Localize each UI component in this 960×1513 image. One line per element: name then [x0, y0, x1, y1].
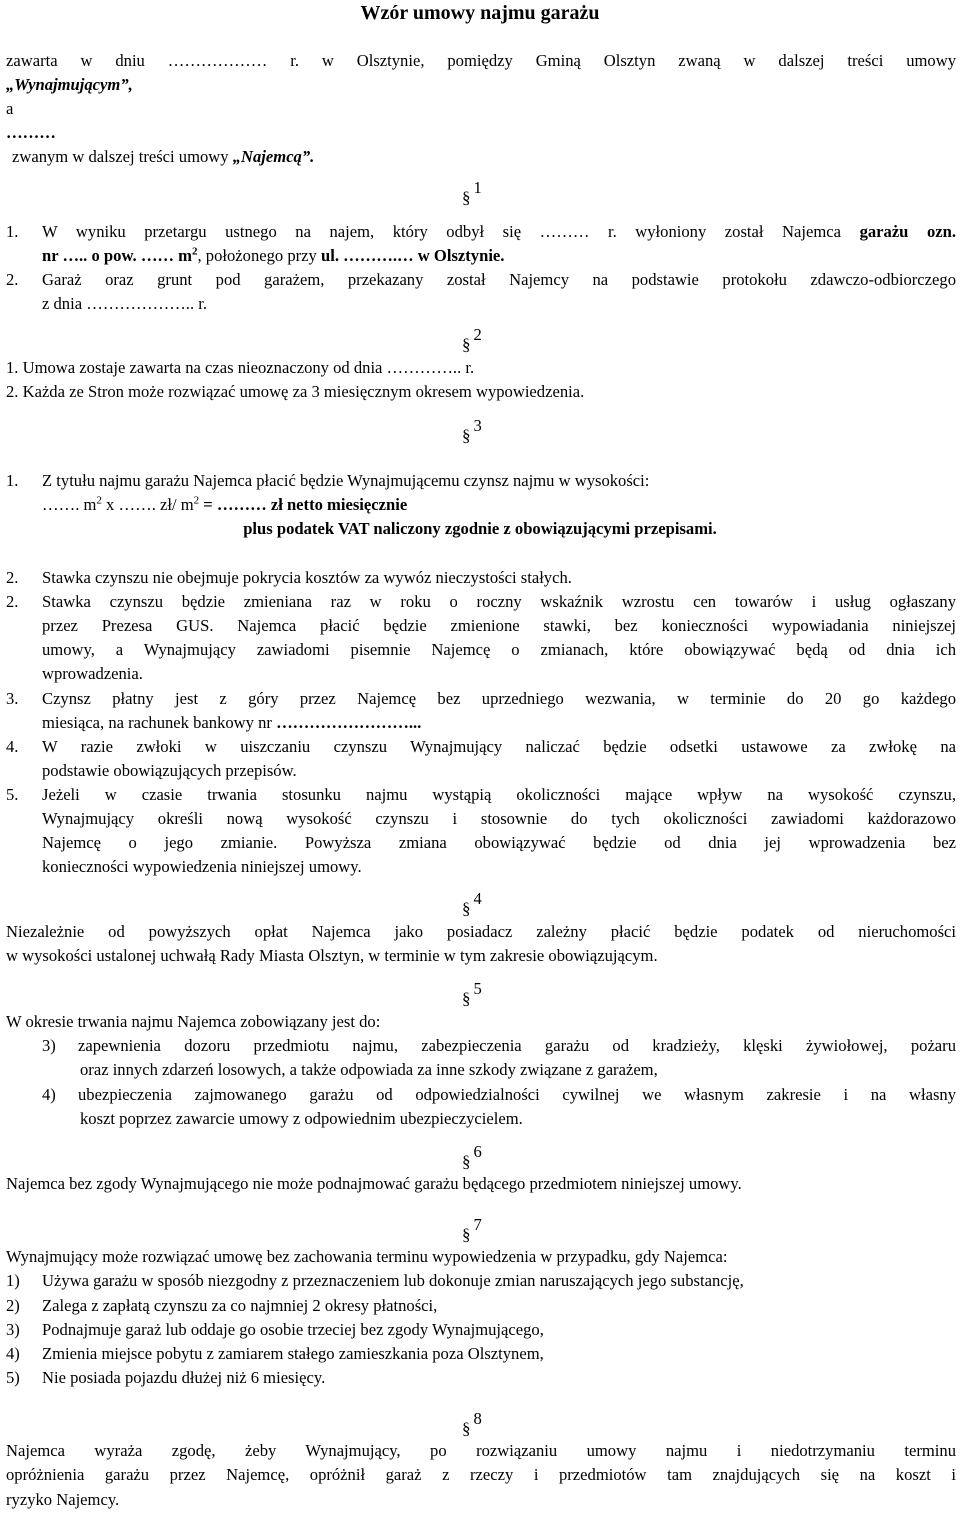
par7-list-item: 3) Podnajmuje garaż lub oddaje go osobie trzeciej bez zgody Wynajmującego, — [6, 1320, 544, 1339]
par1-item-1: 1. W wyniku przetargu ustnego na najem, który odbył się ……… r. wyłoniony został Najemca garażu ozn. — [6, 222, 956, 241]
par3-item-1: 1. Z tytułu najmu garażu Najemca płacić będzie Wynajmującemu czynsz najmu w wysokości: — [6, 471, 650, 490]
par3-item-6-cont: konieczności wypowiedzenia niniejszej umowy. — [42, 857, 362, 876]
par4-line: Niezależnie od powyższych opłat Najemca jako posiadacz zależny płacić będzie podatek od nieruchomości — [6, 922, 956, 941]
par4-line: w wysokości ustalonej uchwałą Rady Miasta Olsztyn, w terminie w tym zakresie obowiązującym. — [6, 946, 658, 965]
par3-item-6-cont: Wynajmujący określi nową wysokość czynszu i stosownie do tych okoliczności zawiadomi każdorazowo — [42, 809, 956, 828]
section-heading-5: §5 — [462, 979, 482, 1008]
par3-item-2: 2. Stawka czynszu nie obejmuje pokrycia kosztów za wywóz nieczystości stałych. — [6, 568, 572, 587]
par1-item-2: 2. Garaż oraz grunt pod garażem, przekazany został Najemcy na podstawie protokołu zdawczo-odbiorczego — [6, 270, 956, 289]
intro-tenant-blank: ……… — [6, 123, 56, 142]
intro-line: zawarta w dniu ……………… r. w Olsztynie, pomiędzy Gminą Olsztyn zwaną w dalszej treści umowy — [6, 51, 956, 70]
par3-rate-line: ……. $m^2$ x ……. zł/ $m^2$ = ……… zł netto miesięcznie — [42, 494, 408, 514]
par3-item-4: 3. Czynsz płatny jest z góry przez Najemcę bez uprzedniego wezwania, w terminie do 20 go każdego — [6, 689, 956, 708]
par3-item-6: 5. Jeżeli w czasie trwania stosunku najmu wystąpią okoliczności mające wpływ na wysokość czynszu, — [6, 785, 956, 804]
par5-item-3: 3) zapewnienia dozoru przedmiotu najmu, zabezpieczenia garażu od kradzieży, klęski żywiołowej, pożaru — [42, 1036, 956, 1055]
section-heading-4: §4 — [462, 889, 482, 918]
par3-item-3-cont: umowy, a Wynajmujący zawiadomi pisemnie Najemcę o zmianach, które obowiązywać będą od dnia ich — [42, 640, 956, 659]
intro-tenant: zwanym w dalszej treści umowy „Najemcą”. — [12, 147, 315, 166]
par5-item-4-cont: koszt poprzez zawarcie umowy z odpowiednim ubezpieczycielem. — [80, 1109, 523, 1128]
par7-list-item: 1) Używa garażu w sposób niezgodny z przeznaczeniem lub dokonuje zmian naruszających jego substancję, — [6, 1271, 744, 1290]
par7-list-item: 2) Zalega z zapłatą czynszu za co najmniej 2 okresy płatności, — [6, 1296, 438, 1315]
par8-line: opróżnienia garażu przez Najemcę, opróżnił garaż z rzeczy i przedmiotów tam znajdujących się na koszt i — [6, 1465, 956, 1484]
par5-item-3-cont: oraz innych zdarzeń losowych, a także odpowiada za inne szkody związane z garażem, — [80, 1060, 658, 1079]
section-heading-6: §6 — [462, 1142, 482, 1171]
section-heading-2: §2 — [462, 325, 482, 354]
par3-item-3-cont: wprowadzenia. — [42, 664, 143, 683]
par7-list-item: 5) Nie posiada pojazdu dłużej niż 6 miesięcy. — [6, 1368, 326, 1387]
par7-list-item: 4) Zmienia miejsce pobytu z zamiarem stałego zamieszkania poza Olsztynem, — [6, 1344, 544, 1363]
par1-item-1-cont: nr ….. o pow. …… $m^2$, położonego przy ul. ……….… w Olsztynie. — [42, 245, 505, 265]
par3-item-3: 2. Stawka czynszu będzie zmieniana raz w roku o roczny wskaźnik wzrostu cen towarów i usług ogłaszany — [6, 592, 956, 611]
section-heading-1: §1 — [462, 178, 482, 207]
par8-line: Najemca wyraża zgodę, żeby Wynajmujący, po rozwiązaniu umowy najmu i niedotrzymaniu terminu — [6, 1441, 956, 1460]
par2-item-2: 2. Każda ze Stron może rozwiązać umowę za 3 miesięcznym okresem wypowiedzenia. — [6, 382, 585, 401]
par8-line: ryzyko Najemcy. — [6, 1490, 120, 1509]
par2-item-1: 1. Umowa zostaje zawarta na czas nieoznaczony od dnia ………….. r. — [6, 358, 475, 377]
par1-item-2-cont: z dnia ……………….. r. — [42, 294, 207, 313]
par5-item-4: 4) ubezpieczenia zajmowanego garażu od odpowiedzialności cywilnej we własnym zakresie i na własny — [42, 1085, 956, 1104]
section-heading-7: §7 — [462, 1215, 482, 1244]
par3-item-5: 4. W razie zwłoki w uiszczaniu czynszu Wynajmujący naliczać będzie odsetki ustawowe za zwłokę na — [6, 737, 956, 756]
par3-vat-line: plus podatek VAT naliczony zgodnie z obowiązującymi przepisami. — [243, 519, 717, 538]
intro-and: a — [6, 99, 14, 118]
par3-item-5-cont: podstawie obowiązujących przepisów. — [42, 761, 297, 780]
intro-landlord: „Wynajmującym”, — [6, 75, 133, 94]
section-heading-8: §8 — [462, 1409, 482, 1438]
document-title: Wzór umowy najmu garażu — [360, 2, 600, 24]
section-heading-3: §3 — [462, 416, 482, 445]
par3-item-4-cont: miesiąca, na rachunek bankowy nr ……………………... — [42, 713, 422, 732]
par6-line: Najemca bez zgody Wynajmującego nie może podnajmować garażu będącego przedmiotem niniejszej umowy. — [6, 1174, 742, 1193]
par3-item-3-cont: przez Prezesa GUS. Najemca płacić będzie zmienione stawki, bez konieczności wypowiadania niniejszej — [42, 616, 956, 635]
par7-intro: Wynajmujący może rozwiązać umowę bez zachowania terminu wypowiedzenia w przypadku, gdy Najemca: — [6, 1247, 728, 1266]
par3-item-6-cont: Najemcę o jego zmianie. Powyższa zmiana obowiązywać będzie od dnia jej wprowadzenia bez — [42, 833, 956, 852]
par5-intro: W okresie trwania najmu Najemca zobowiązany jest do: — [6, 1012, 381, 1031]
